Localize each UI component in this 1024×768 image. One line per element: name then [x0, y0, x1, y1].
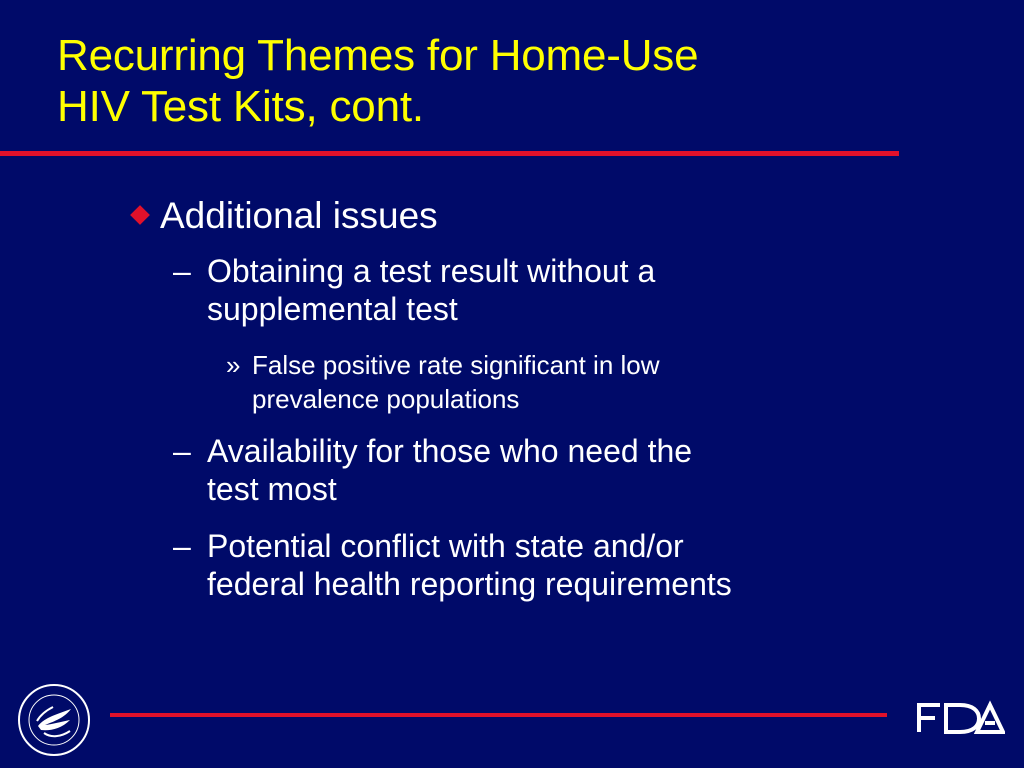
- sub-sub-bullet-text: [252, 348, 660, 416]
- sub-bullet-line-2: test most: [207, 471, 337, 507]
- sub-bullet-text: [207, 527, 732, 603]
- footer-divider: [110, 713, 887, 717]
- sub-sub-bullet-line-1: False positive rate significant in low: [252, 350, 660, 380]
- sub-bullet-text: [207, 252, 655, 328]
- red-diamond-bullet-icon: [130, 205, 150, 225]
- sub-bullet-line-1: Obtaining a test result without a: [207, 253, 656, 289]
- sub-sub-bullet-line-2: prevalence populations: [252, 384, 520, 414]
- sub-bullet-potential-conflict: [173, 527, 732, 603]
- hhs-seal-icon: [14, 680, 94, 760]
- double-chevron-bullet-marker: »: [226, 350, 241, 380]
- sub-bullet-line-2: federal health reporting requirements: [207, 566, 732, 602]
- sub-bullet-text: [207, 432, 692, 508]
- sub-bullet-obtaining-result: [173, 252, 655, 328]
- dash-bullet-marker: –: [173, 528, 191, 564]
- dash-bullet-marker: –: [173, 433, 191, 469]
- sub-bullet-availability: [173, 432, 692, 508]
- sub-bullet-line-1: Availability for those who need the: [207, 433, 693, 469]
- bullet-level-1-additional-issues: [126, 194, 438, 238]
- dash-bullet-marker: –: [173, 253, 191, 289]
- fda-logo-icon: [915, 700, 1005, 736]
- slide-title-line-1: Recurring Themes for Home-Use: [57, 31, 699, 80]
- sub-bullet-line-2: supplemental test: [207, 291, 458, 327]
- sub-sub-bullet-false-positive-rate: [226, 348, 660, 416]
- slide-title-line-2: HIV Test Kits, cont.: [57, 82, 424, 131]
- bullet-level-1-text: Additional issues: [160, 195, 438, 236]
- sub-bullet-line-1: Potential conflict with state and/or: [207, 528, 684, 564]
